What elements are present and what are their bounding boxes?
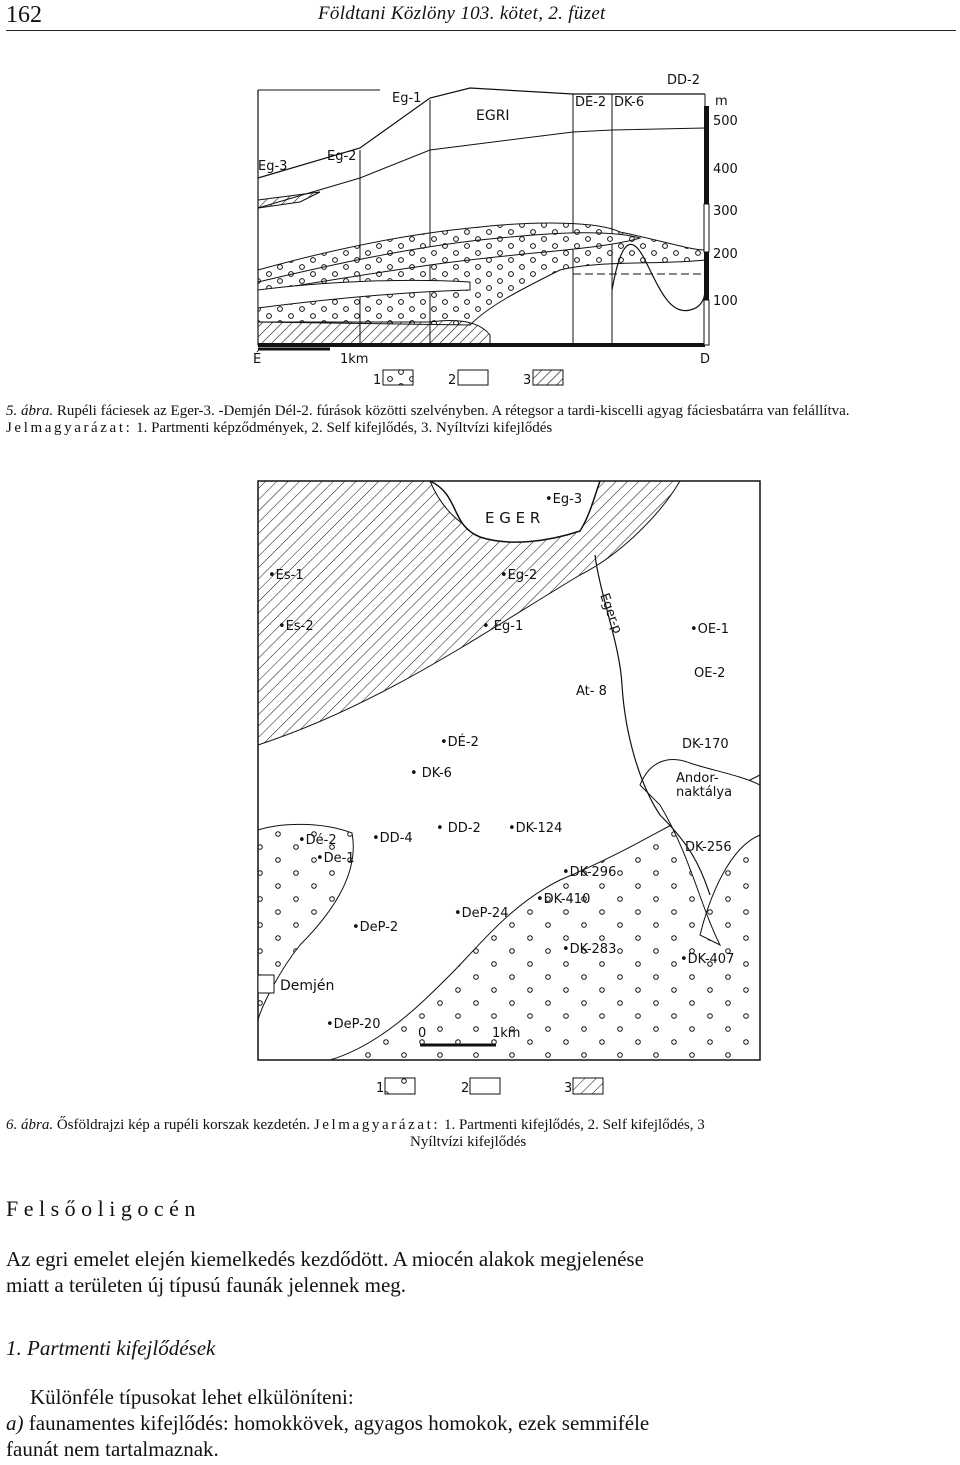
- figure-6-caption-text: Ősföldrajzi kép a rupéli korszak kezdetén.: [53, 1117, 314, 1133]
- label-dd4: •DD-4: [372, 831, 413, 846]
- label-de2b: •Dé-2: [298, 833, 337, 848]
- subsection-title: 1. Partmenti kifejlődések: [6, 1336, 216, 1360]
- figure-6-map: [0, 475, 960, 1105]
- label-eger: E G E R: [485, 509, 541, 527]
- svg-text:3: 3: [564, 1081, 573, 1096]
- svg-text:2: 2: [461, 1081, 470, 1096]
- label-eger-stream: Eger-p: [596, 591, 625, 636]
- label-demjen: Demjén: [280, 978, 335, 994]
- label-dk296: •DK-296: [562, 865, 617, 880]
- label-dk283: •DK-283: [562, 942, 617, 957]
- well-label-eg1: Eg-1: [392, 91, 422, 106]
- paragraph-1-line-1: Az egri emelet elején kiemelkedés kezdődött. A miocén alakok megjelenése: [6, 1247, 644, 1271]
- label-dep20: •DeP-20: [326, 1017, 381, 1032]
- figure-6-caption-prefix: 6. ábra.: [6, 1117, 54, 1133]
- label-dk124: •DK-124: [508, 821, 563, 836]
- paragraph-1-line-2: miatt a területen új típusú faunák jelennek meg.: [6, 1273, 407, 1297]
- figure-5-cross-section: [0, 60, 960, 400]
- label-es1: •Es-1: [268, 568, 304, 583]
- section-end-north: É: [253, 352, 262, 367]
- label-eg2: •Eg-2: [500, 568, 538, 583]
- label-dk6: • DK-6: [410, 766, 452, 781]
- figure-5-caption-legend-label: Jelmagyarázat:: [6, 420, 133, 436]
- label-de1: •De-1: [316, 851, 355, 866]
- label-dk256: DK-256: [685, 840, 732, 855]
- label-oe1: •OE-1: [690, 622, 730, 637]
- figure-6-caption-legend-label: Jelmagyarázat:: [313, 1117, 441, 1133]
- label-de2: •DÉ-2: [440, 735, 479, 750]
- label-scale-km: 1km: [492, 1026, 521, 1041]
- open-water-base: [258, 321, 490, 345]
- label-dk410: •DK-410: [536, 892, 591, 907]
- figure-6-caption-items: 1. Partmenti kifejlődés, 2. Self kifejlődés, 3: [440, 1117, 705, 1133]
- figure-5-caption: [6, 403, 954, 437]
- formation-label-egri: EGRI: [476, 108, 510, 124]
- figure-6-caption-line2: Nyíltvízi kifejlődés: [410, 1134, 527, 1150]
- figure-5-legend: [373, 370, 563, 388]
- section-scale-label: 1km: [340, 352, 369, 367]
- depth-scale: [704, 106, 709, 345]
- paragraph-2-line-2: [6, 1411, 649, 1436]
- figure-6-caption: [6, 1117, 954, 1134]
- label-at8: At- 8: [576, 684, 607, 699]
- scale-tick-200: 200: [713, 247, 738, 262]
- label-eg1: • Eg-1: [482, 619, 524, 634]
- label-oe2: OE-2: [694, 666, 726, 681]
- label-dd2: • DD-2: [436, 821, 481, 836]
- section-title: Felsőoligocén: [6, 1196, 201, 1221]
- scale-tick-400: 400: [713, 162, 738, 177]
- upper-boundary: [258, 128, 705, 208]
- svg-text:3: 3: [523, 373, 532, 388]
- label-scale-0: 0: [418, 1026, 427, 1041]
- svg-text:1: 1: [373, 373, 382, 388]
- well-label-dd2: DD-2: [667, 73, 700, 88]
- label-dep24: •DeP-24: [454, 906, 509, 921]
- label-andor: Andor-: [676, 771, 719, 786]
- label-dep2: •DeP-2: [352, 920, 399, 935]
- label-dk170: DK-170: [682, 737, 729, 752]
- well-label-eg2: Eg-2: [327, 149, 357, 164]
- demjen-marker: [258, 975, 274, 993]
- scale-unit: m: [715, 94, 728, 109]
- figure-5-caption-text: Rupéli fáciesek az Eger-3. -Demjén Dél-2. fúrások közötti szelvényben. A rétegsor a tardi-kiscelli agyag fáciesbatárra van felállítva.: [53, 403, 850, 419]
- paragraph-2-line-1: Különféle típusokat lehet elkülöníteni:: [30, 1385, 354, 1409]
- scale-tick-500: 500: [713, 114, 738, 129]
- label-dk407: •DK-407: [680, 952, 735, 967]
- figure-5-caption-items: 1. Partmenti képződmények, 2. Self kifejlődés, 3. Nyíltvízi kifejlődés: [132, 420, 553, 436]
- svg-text:1: 1: [376, 1081, 385, 1096]
- scale-tick-100: 100: [713, 294, 738, 309]
- page-number: 162: [6, 2, 42, 28]
- well-label-dk6: DK-6: [614, 95, 645, 110]
- label-eg3: •Eg-3: [545, 492, 583, 507]
- upper-lens: [258, 192, 320, 208]
- well-label-eg3: Eg-3: [258, 159, 288, 174]
- paragraph-2-line-2-text: faunamentes kifejlődés: homokkövek, agyagos homokok, ezek semmiféle: [23, 1411, 650, 1435]
- label-es2: •Es-2: [278, 619, 314, 634]
- header-rule: [6, 30, 956, 31]
- svg-text:2: 2: [448, 373, 457, 388]
- paragraph-2-list-label: a): [6, 1411, 24, 1435]
- paragraph-2-line-3: faunát nem tartalmaznak.: [6, 1437, 219, 1461]
- figure-6-legend: [376, 1078, 603, 1096]
- journal-title: Földtani Közlöny 103. kötet, 2. füzet: [318, 3, 606, 24]
- section-end-south: D: [700, 352, 711, 367]
- label-naktalya: naktálya: [676, 785, 733, 800]
- figure-5-caption-prefix: 5. ábra.: [6, 403, 54, 419]
- scale-tick-300: 300: [713, 204, 738, 219]
- well-label-de2: DÉ-2: [575, 95, 607, 110]
